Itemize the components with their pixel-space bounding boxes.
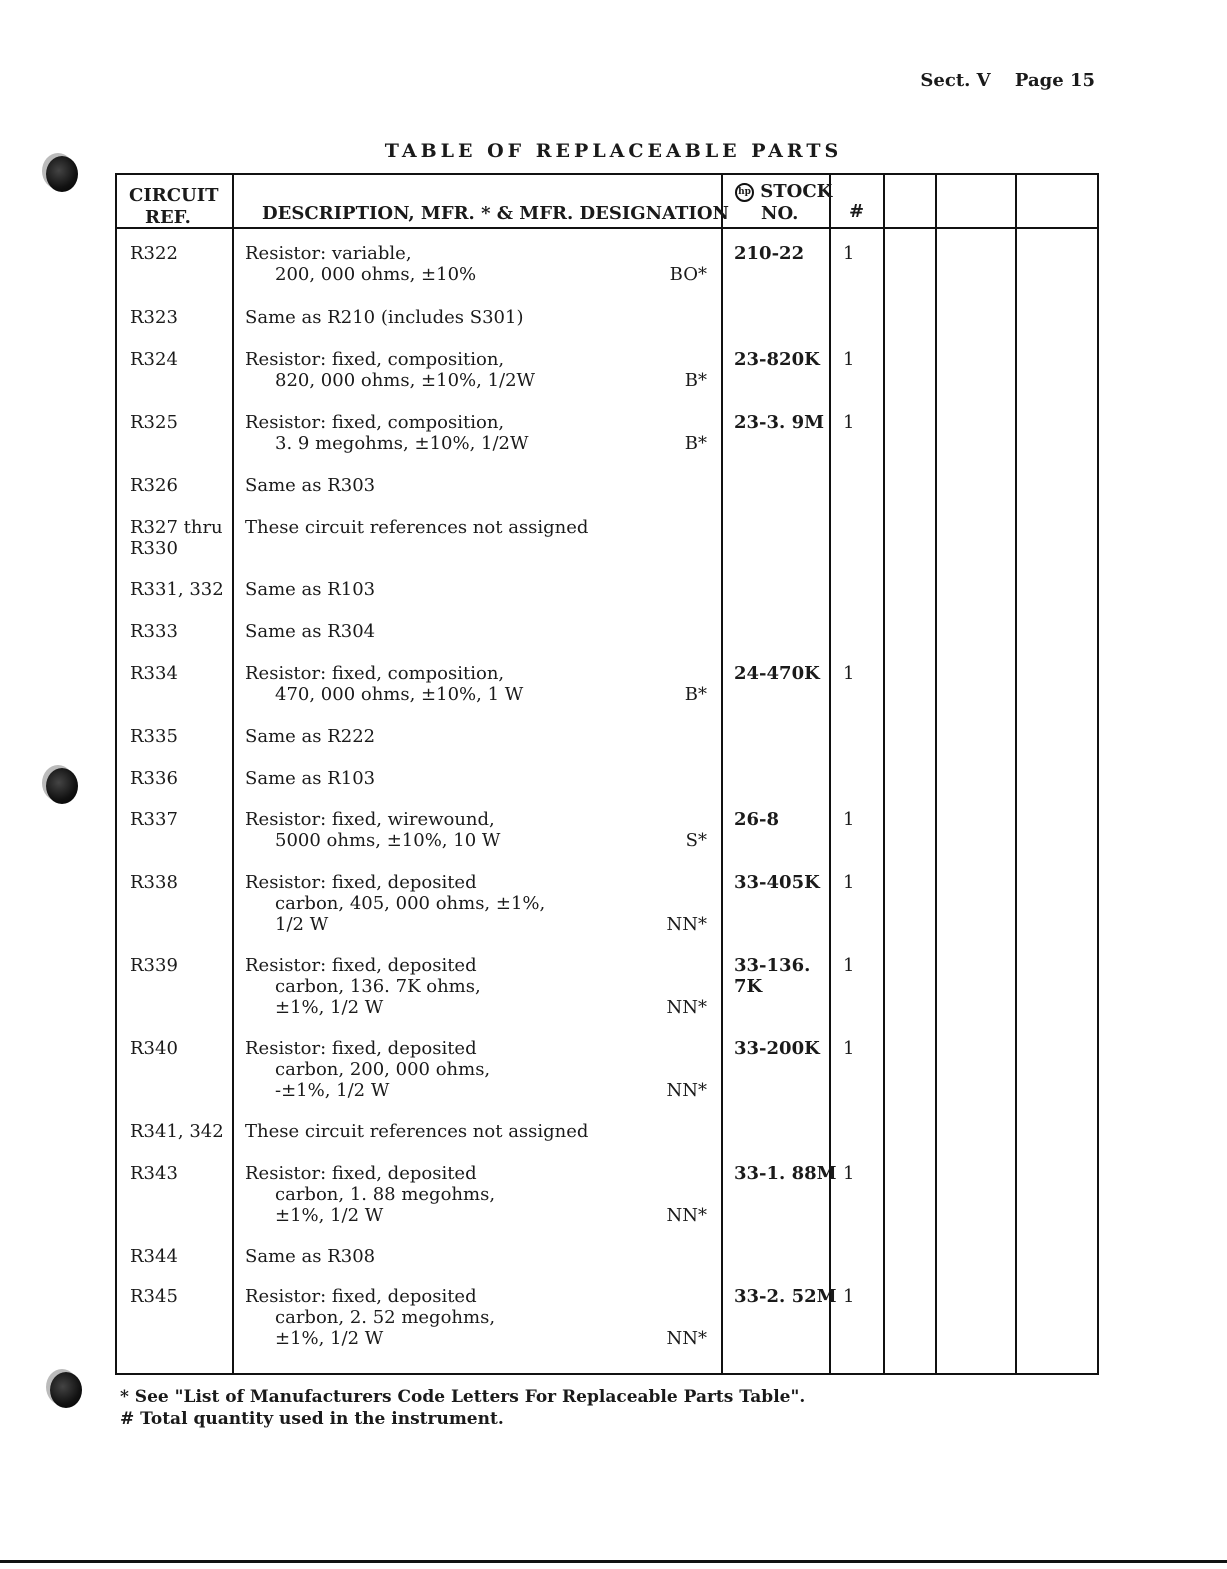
hp-logo-icon: hp [735, 183, 754, 202]
footnotes [120, 1386, 805, 1430]
stock-number: 33-1. 88M [734, 1163, 837, 1184]
circuit-ref: R333 [130, 621, 178, 642]
column-header-stock: hp STOCK NO. [735, 181, 832, 225]
circuit-ref: R327 thru R330 [130, 517, 223, 559]
mfr-code: B* [684, 370, 707, 391]
quantity: 1 [843, 872, 855, 893]
mfr-code: B* [684, 684, 707, 705]
circuit-ref: R340 [130, 1038, 178, 1059]
quantity: 1 [843, 349, 855, 370]
header-divider [117, 227, 1097, 229]
parts-table [115, 173, 1099, 1375]
column-header-description: DESCRIPTION, MFR. * & MFR. DESIGNATION [262, 203, 729, 224]
part-description: Same as R304 [245, 621, 376, 642]
stock-number: 26-8 [734, 809, 780, 830]
column-header-quantity: # [849, 201, 865, 222]
quantity: 1 [843, 1286, 855, 1307]
mfr-code: NN* [666, 914, 707, 935]
circuit-ref: R344 [130, 1246, 178, 1267]
part-description: Resistor: fixed, deposited carbon, 136. 7K ohms, ±1%, 1/2 W NN* [245, 955, 707, 1018]
part-description: Same as R308 [245, 1246, 376, 1267]
mfr-code: B* [684, 433, 707, 454]
part-description: Same as R303 [245, 475, 376, 496]
quantity: 1 [843, 412, 855, 433]
part-description: Resistor: fixed, deposited carbon, 200, 000 ohms, -±1%, 1/2 W NN* [245, 1038, 707, 1101]
stock-number: 23-3. 9M [734, 412, 825, 433]
page-header [902, 70, 1095, 91]
stock-number: 33-200K [734, 1038, 820, 1059]
quantity: 1 [843, 243, 855, 264]
circuit-ref: R323 [130, 307, 178, 328]
stock-number: 33-2. 52M [734, 1286, 837, 1307]
stock-number: 33-136. 7K [734, 955, 811, 997]
part-description: Same as R103 [245, 579, 376, 600]
circuit-ref: R339 [130, 955, 178, 976]
circuit-ref: R325 [130, 412, 178, 433]
column-divider [1015, 175, 1017, 1373]
quantity: 1 [843, 955, 855, 976]
column-divider [883, 175, 885, 1373]
stock-number: 33-405K [734, 872, 820, 893]
part-description: Resistor: fixed, wirewound, 5000 ohms, ±10%, 10 W S* [245, 809, 707, 851]
column-divider [935, 175, 937, 1373]
mfr-code: NN* [666, 1328, 707, 1349]
part-description: Same as R222 [245, 726, 376, 747]
section-label: Sect. V [920, 70, 991, 91]
circuit-ref: R343 [130, 1163, 178, 1184]
circuit-ref: R326 [130, 475, 178, 496]
part-description: Resistor: fixed, composition, 470, 000 ohms, ±10%, 1 W B* [245, 663, 707, 705]
circuit-ref: R334 [130, 663, 178, 684]
page-title: TABLE OF REPLACEABLE PARTS [384, 140, 843, 162]
circuit-ref: R331, 332 [130, 579, 224, 600]
circuit-ref: R336 [130, 768, 178, 789]
page-bottom-edge [0, 1560, 1227, 1563]
quantity: 1 [843, 1163, 855, 1184]
stock-number: 23-820K [734, 349, 820, 370]
punch-hole-middle [46, 768, 78, 804]
mfr-code: NN* [666, 1080, 707, 1101]
circuit-ref: R338 [130, 872, 178, 893]
column-divider [721, 175, 723, 1373]
page-number: Page 15 [1014, 70, 1095, 91]
part-description: These circuit references not assigned [245, 517, 589, 538]
stock-number: 24-470K [734, 663, 820, 684]
part-description: Resistor: fixed, composition, 3. 9 megohms, ±10%, 1/2W B* [245, 412, 707, 454]
quantity: 1 [843, 663, 855, 684]
footnote-hash: # Total quantity used in the instrument. [120, 1409, 504, 1429]
circuit-ref: R324 [130, 349, 178, 370]
punch-hole-bottom [50, 1372, 82, 1408]
part-description: Same as R210 (includes S301) [245, 307, 524, 328]
part-description: Same as R103 [245, 768, 376, 789]
stock-number: 210-22 [734, 243, 805, 264]
mfr-code: NN* [666, 1205, 707, 1226]
part-description: Resistor: fixed, deposited carbon, 405, 000 ohms, ±1%, 1/2 W NN* [245, 872, 707, 935]
circuit-ref: R335 [130, 726, 178, 747]
quantity: 1 [843, 1038, 855, 1059]
circuit-ref: R337 [130, 809, 178, 830]
mfr-code: NN* [666, 997, 707, 1018]
column-header-circuit-ref: CIRCUIT REF. [129, 185, 219, 228]
circuit-ref: R345 [130, 1286, 178, 1307]
part-description: Resistor: fixed, deposited carbon, 1. 88 megohms, ±1%, 1/2 W NN* [245, 1163, 707, 1226]
part-description: Resistor: fixed, composition, 820, 000 ohms, ±10%, 1/2W B* [245, 349, 707, 391]
mfr-code: S* [685, 830, 707, 851]
mfr-code: BO* [669, 264, 707, 285]
part-description: Resistor: variable, 200, 000 ohms, ±10% BO* [245, 243, 707, 285]
part-description: Resistor: fixed, deposited carbon, 2. 52 megohms, ±1%, 1/2 W NN* [245, 1286, 707, 1349]
quantity: 1 [843, 809, 855, 830]
circuit-ref: R341, 342 [130, 1121, 224, 1142]
footnote-star: * See "List of Manufacturers Code Letters For Replaceable Parts Table". [120, 1387, 806, 1407]
circuit-ref: R322 [130, 243, 178, 264]
part-description: These circuit references not assigned [245, 1121, 589, 1142]
